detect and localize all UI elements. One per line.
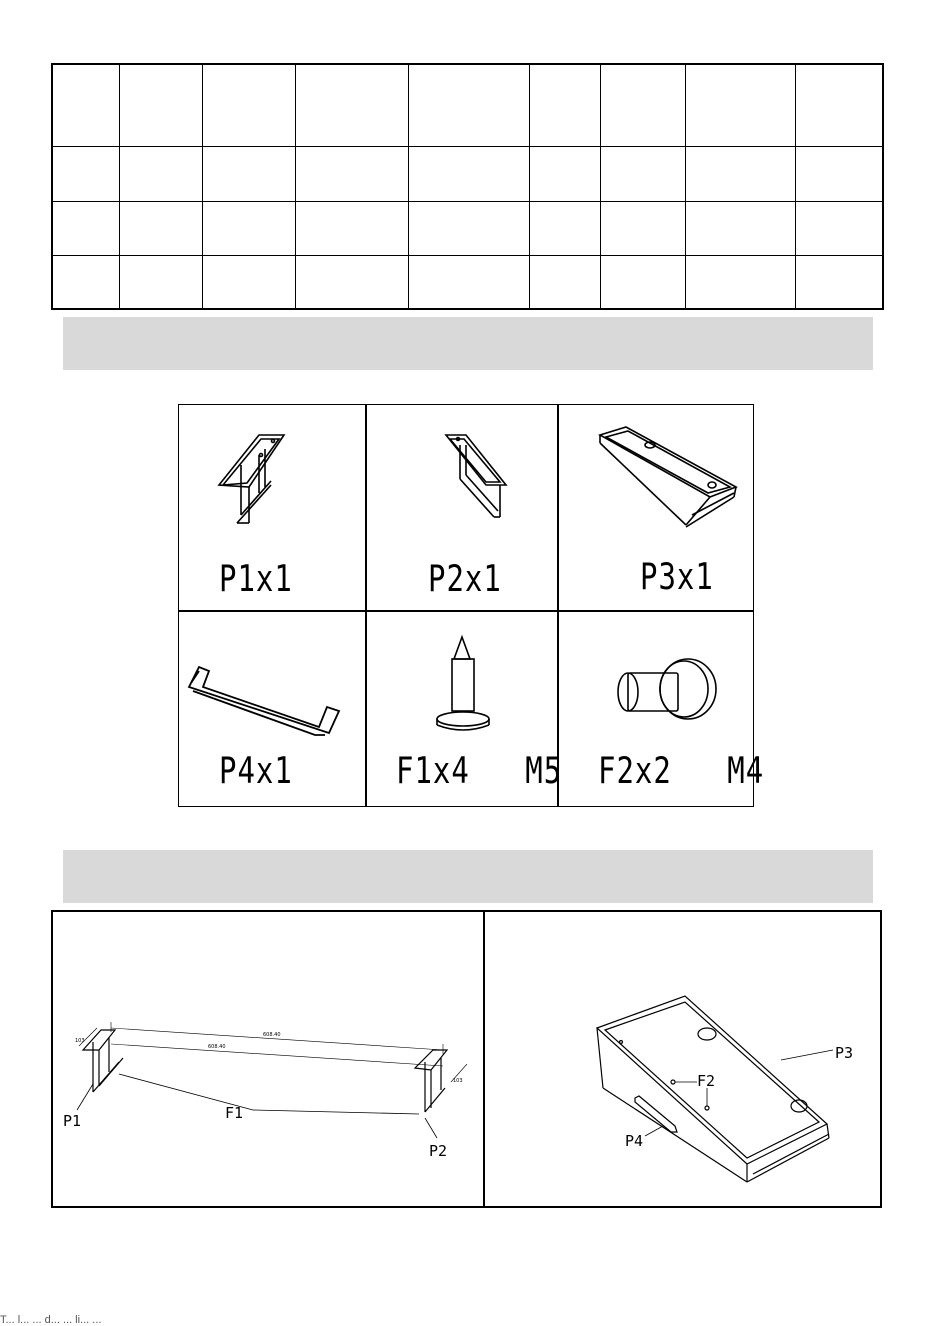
dimension-middle: 608.40 (208, 1044, 226, 1050)
assembly-panel (51, 910, 882, 1208)
part-thread-f1: M5 (525, 749, 563, 792)
dimension-right: 103 (453, 1078, 463, 1084)
part-cell-p4 (179, 611, 365, 808)
part-cell-p1 (179, 405, 365, 610)
part-label-p1: P1x1 (219, 557, 293, 600)
part-code-f2: F2x2 (598, 749, 672, 792)
part-label-p3: P3x1 (640, 555, 714, 598)
part-cell-f2 (558, 611, 765, 808)
part-label-f2 (598, 749, 764, 792)
part-cell-p2 (366, 405, 557, 610)
callout-f2: F2 (697, 1072, 716, 1090)
section-header-bar (63, 850, 873, 903)
part-cell-f1 (366, 611, 563, 808)
part-cell-p3 (558, 405, 754, 610)
part-label-p4: P4x1 (219, 749, 293, 792)
dimension-left: 103 (75, 1038, 85, 1044)
table-row (52, 64, 883, 146)
part-thread-f2: M4 (727, 749, 765, 792)
rails-assembly-drawing (53, 912, 483, 1210)
spec-table (51, 63, 884, 310)
footer-cutoff-text: T... l... ... d... ... li... ... (0, 1314, 102, 1326)
part-label-f1 (396, 749, 562, 792)
callout-p3: P3 (835, 1044, 854, 1062)
dimension-top: 608.40 (263, 1032, 281, 1038)
callout-p4: P4 (625, 1132, 644, 1150)
table-row (52, 201, 883, 255)
section-header-bar (63, 317, 873, 370)
callout-p2: P2 (429, 1142, 448, 1160)
tray-assembly-drawing (485, 912, 883, 1210)
callout-f1: F1 (225, 1104, 244, 1122)
part-label-p2: P2x1 (428, 557, 502, 600)
part-code-f1: F1x4 (396, 749, 470, 792)
table-row (52, 255, 883, 309)
parts-grid (178, 404, 765, 807)
table-row (52, 146, 883, 201)
callout-p1: P1 (63, 1112, 82, 1130)
